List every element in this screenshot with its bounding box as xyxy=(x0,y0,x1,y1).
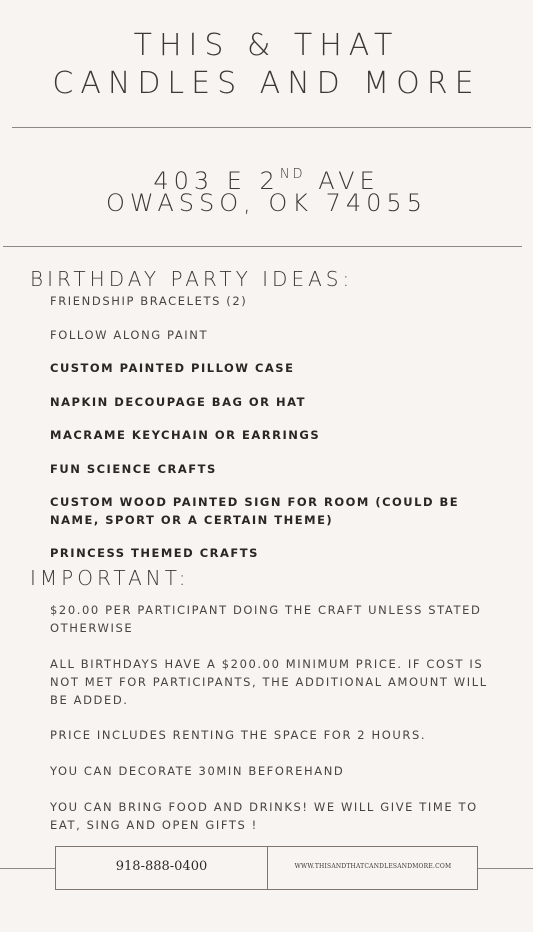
important-item: $20.00 PER PARTICIPANT DOING THE CRAFT UNLESS STATED OTHERWISE xyxy=(50,603,482,635)
phone-number[interactable]: 918-888-0400 xyxy=(115,859,208,874)
idea-item: NAPKIN DECOUPAGE BAG OR HAT xyxy=(50,395,307,409)
shop-name-line1: THIS & THAT xyxy=(133,28,400,63)
important-item: PRICE INCLUDES RENTING THE SPACE FOR 2 HOURS. xyxy=(50,728,427,742)
idea-item: CUSTOM WOOD PAINTED SIGN FOR ROOM (COULD BE NAME, SPORT OR A CERTAIN THEME) xyxy=(50,495,460,527)
footer-line-right xyxy=(478,868,533,869)
address-street-number: 403 E 2 xyxy=(153,167,280,195)
address-street-suffix: AVE xyxy=(305,167,380,195)
important-item: YOU CAN DECORATE 30MIN BEFOREHAND xyxy=(50,764,345,778)
website-link[interactable]: WWW.THISANDTHATCANDLESANDMORE.COM xyxy=(294,863,452,870)
address-line2: OWASSO, OK 74055 xyxy=(106,189,427,217)
address-divider xyxy=(3,246,522,247)
idea-item: MACRAME KEYCHAIN OR EARRINGS xyxy=(50,428,321,442)
address-ordinal-suffix: ND xyxy=(279,167,306,182)
idea-item: FUN SCIENCE CRAFTS xyxy=(50,462,217,476)
important-item: ALL BIRTHDAYS HAVE A $200.00 MINIMUM PRICE. IF COST IS NOT MET FOR PARTICIPANTS, THE ADDITIONAL AMOUNT WILL BE ADDED. xyxy=(50,657,488,707)
shop-name-line2: CANDLES AND MORE xyxy=(52,66,481,101)
idea-item: PRINCESS THEMED CRAFTS xyxy=(50,546,259,560)
ideas-heading: BIRTHDAY PARTY IDEAS: xyxy=(30,267,354,291)
idea-item: FOLLOW ALONG PAINT xyxy=(50,328,209,342)
idea-item: CUSTOM PAINTED PILLOW CASE xyxy=(50,361,295,375)
important-item: YOU CAN BRING FOOD AND DRINKS! WE WILL GIVE TIME TO EAT, SING AND OPEN GIFTS ! xyxy=(50,800,478,832)
header-divider xyxy=(12,127,531,128)
footer-line-left xyxy=(0,868,55,869)
important-heading: IMPORTANT: xyxy=(30,566,190,590)
idea-item: FRIENDSHIP BRACELETS (2) xyxy=(50,294,248,308)
